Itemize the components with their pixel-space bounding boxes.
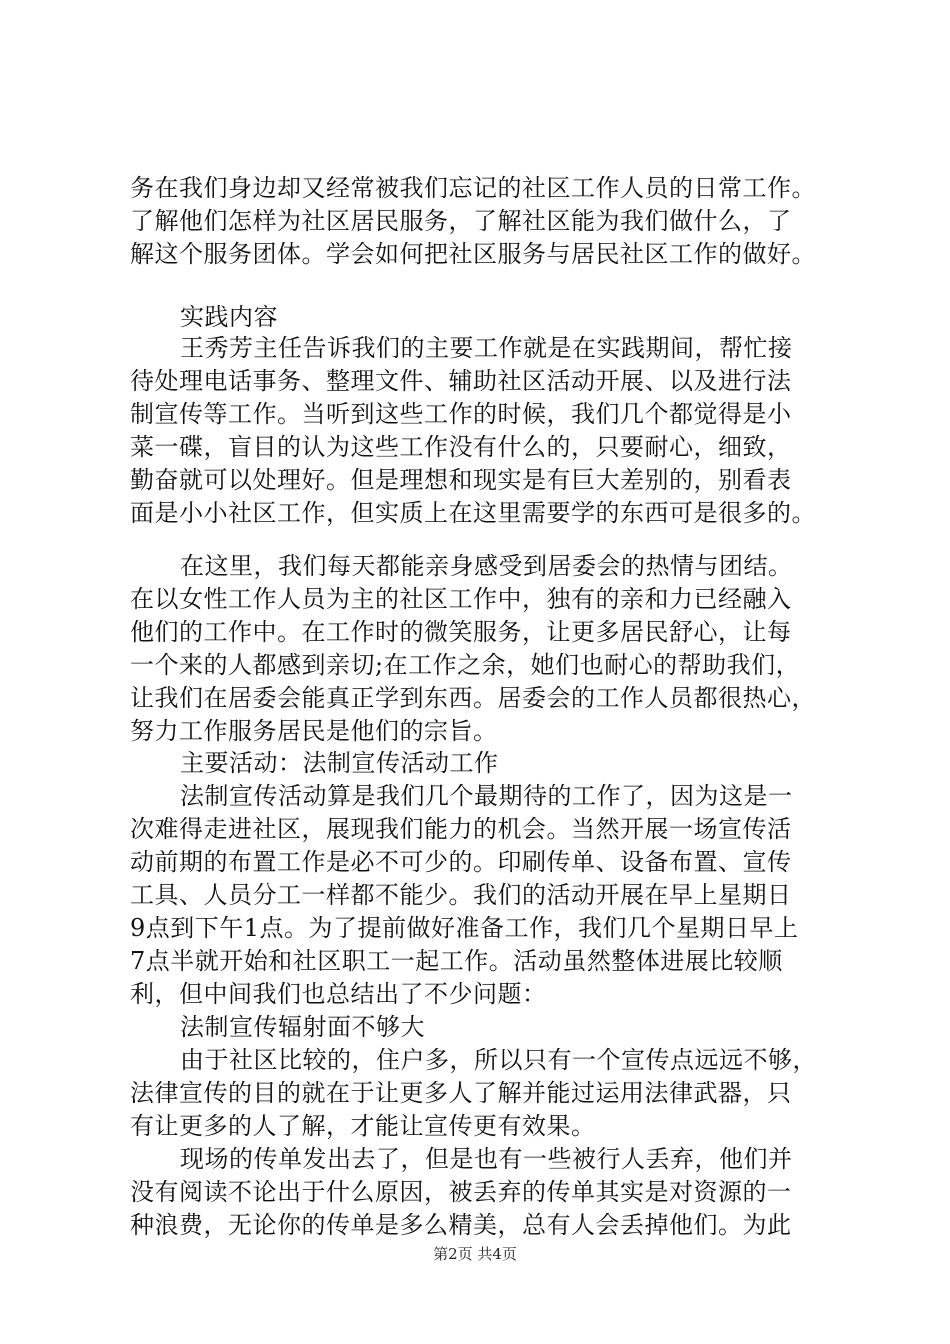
text-line: 让我们在居委会能真正学到东西。居委会的工作人员都很热心， [130, 684, 816, 712]
text-line: 次难得走进社区，展现我们能力的机会。当然开展一场宣传活 [130, 815, 792, 843]
page-number: 第2页 共4页 [433, 1245, 517, 1263]
text-line: 制宣传等工作。当听到这些工作的时候，我们几个都觉得是小 [130, 400, 792, 428]
text-line: 他们的工作中。在工作时的微笑服务，让更多居民舒心，让每 [130, 618, 792, 646]
text-line: 菜一碟，盲目的认为这些工作没有什么的，只要耐心，细致， [130, 433, 792, 461]
section-heading: 法制宣传辐射面不够大 [180, 1013, 425, 1041]
text-line: 现场的传单发出去了，但是也有一些被行人丢弃，他们并 [180, 1145, 793, 1173]
text-line: 在这里，我们每天都能亲身感受到居委会的热情与团结。 [180, 552, 793, 580]
text-line: 法律宣传的目的就在于让更多人了解并能过运用法律武器，只 [130, 1079, 792, 1107]
text-line: 法制宣传活动算是我们几个最期待的工作了，因为这是一 [180, 782, 793, 810]
text-line: 努力工作服务居民是他们的宗旨。 [130, 717, 498, 745]
text-line: 一个来的人都感到亲切;在工作之余，她们也耐心的帮助我们， [130, 651, 801, 679]
text-line: 王秀芳主任告诉我们的主要工作就是在实践期间，帮忙接 [180, 334, 793, 362]
text-line: 利，但中间我们也总结出了不少问题： [130, 980, 547, 1008]
text-line: 在以女性工作人员为主的社区工作中，独有的亲和力已经融入 [130, 585, 792, 613]
text-line: 工具、人员分工一样都不能少。我们的活动开展在早上星期日 [130, 881, 792, 909]
text-line: 种浪费，无论你的传单是多么精美，总有人会丢掉他们。为此 [130, 1211, 792, 1239]
text-line: 有让更多的人了解，才能让宣传更有效果。 [130, 1112, 596, 1140]
text-line: 动前期的布置工作是必不可少的。印刷传单、设备布置、宣传 [130, 848, 792, 876]
section-heading: 实践内容 [180, 303, 278, 331]
text-line: 了解他们怎样为社区居民服务，了解社区能为我们做什么，了 [130, 207, 792, 235]
text-line: 解这个服务团体。学会如何把社区服务与居民社区工作的做好。 [130, 240, 816, 268]
text-line: 务在我们身边却又经常被我们忘记的社区工作人员的日常工作。 [130, 174, 816, 202]
section-heading: 主要活动：法制宣传活动工作 [180, 749, 499, 777]
text-line: 面是小小社区工作，但实质上在这里需要学的东西可是很多的。 [130, 499, 816, 527]
text-line: 由于社区比较的，住户多，所以只有一个宣传点远远不够， [180, 1046, 817, 1074]
text-line: 没有阅读不论出于什么原因，被丢弃的传单其实是对资源的一 [130, 1178, 792, 1206]
text-line: 9点到下午1点。为了提前做好准备工作，我们几个星期日早上 [130, 914, 799, 942]
text-line: 7点半就开始和社区职工一起工作。活动虽然整体进展比较顺 [130, 947, 783, 975]
text-line: 待处理电话事务、整理文件、辅助社区活动开展、以及进行法 [130, 367, 792, 395]
text-line: 勤奋就可以处理好。但是理想和现实是有巨大差别的，别看表 [130, 466, 792, 494]
